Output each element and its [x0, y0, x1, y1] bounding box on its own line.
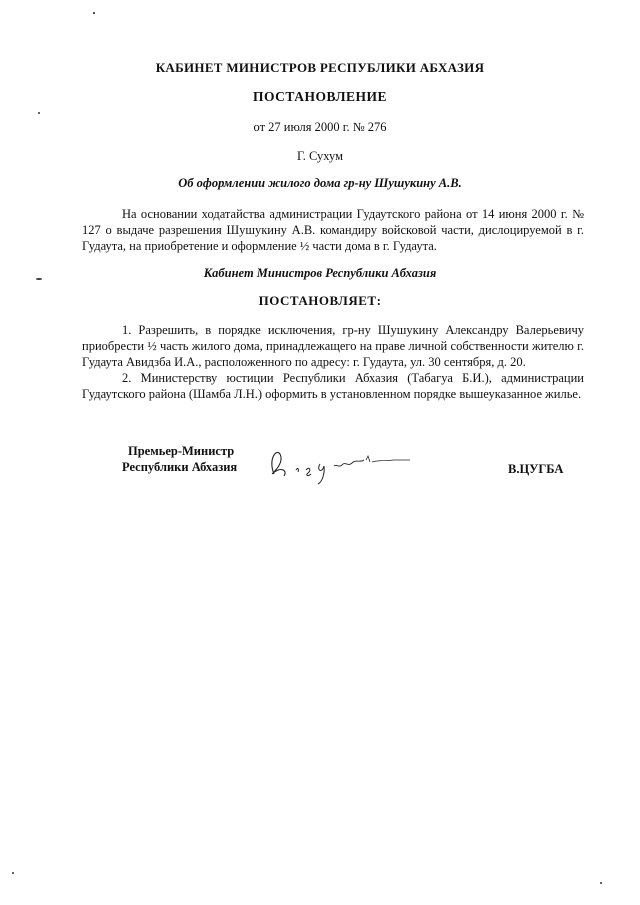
resolution-item-2: 2. Министерству юстиции Республики Абхазия (Табагуа Б.И.), администрации Гудаутского района (Шамба Л.Н.) оформить в установленном порядке вышеуказанное жилье. — [82, 371, 584, 401]
signatory-title — [122, 443, 237, 475]
signatory-title-line1: Премьер-Министр — [128, 444, 235, 458]
scan-speck — [600, 882, 602, 884]
signatory-name: В.ЦУГБА — [508, 462, 564, 476]
city: Г. Сухум — [296, 149, 344, 163]
subject-line: Об оформлении жилого дома гр-ну Шушукину А.В. — [178, 176, 462, 190]
resolution-verb: ПОСТАНОВЛЯЕТ: — [258, 293, 382, 308]
document-type-heading: ПОСТАНОВЛЕНИЕ — [252, 89, 388, 104]
handwritten-signature — [262, 440, 422, 490]
preamble-paragraph — [82, 206, 584, 254]
date-number: от 27 июля 2000 г. № 276 — [253, 120, 387, 134]
preamble-text: На основании ходатайства администрации Гудаутского района от 14 июня 2000 г. № 127 о выдаче разрешения Шушукину А.В. командиру войсковой части, дислоцируемой в г. Гудаута, на приобретение и оформление ½ части дома в г. Гудаута. — [82, 207, 584, 253]
scan-speck — [93, 12, 95, 14]
resolution-items — [82, 322, 584, 402]
resolution-item-1: 1. Разрешить, в порядке исключения, гр-ну Шушукину Александру Валерьевичу приобрести ½ часть жилого дома, принадлежащего на праве личной собственности жителю г. Гудаута Авидзба И.А., расположенного по адресу: г. Гудаута, ул. 30 сентября, д. 20. — [82, 323, 584, 369]
signatory-title-line2: Республики Абхазия — [122, 460, 238, 474]
scan-speck — [12, 872, 14, 874]
scan-speck — [36, 278, 42, 280]
issuing-body: Кабинет Министров Республики Абхазия — [203, 266, 437, 280]
organization-heading: КАБИНЕТ МИНИСТРОВ РЕСПУБЛИКИ АБХАЗИЯ — [155, 60, 485, 75]
scan-speck — [38, 112, 40, 114]
